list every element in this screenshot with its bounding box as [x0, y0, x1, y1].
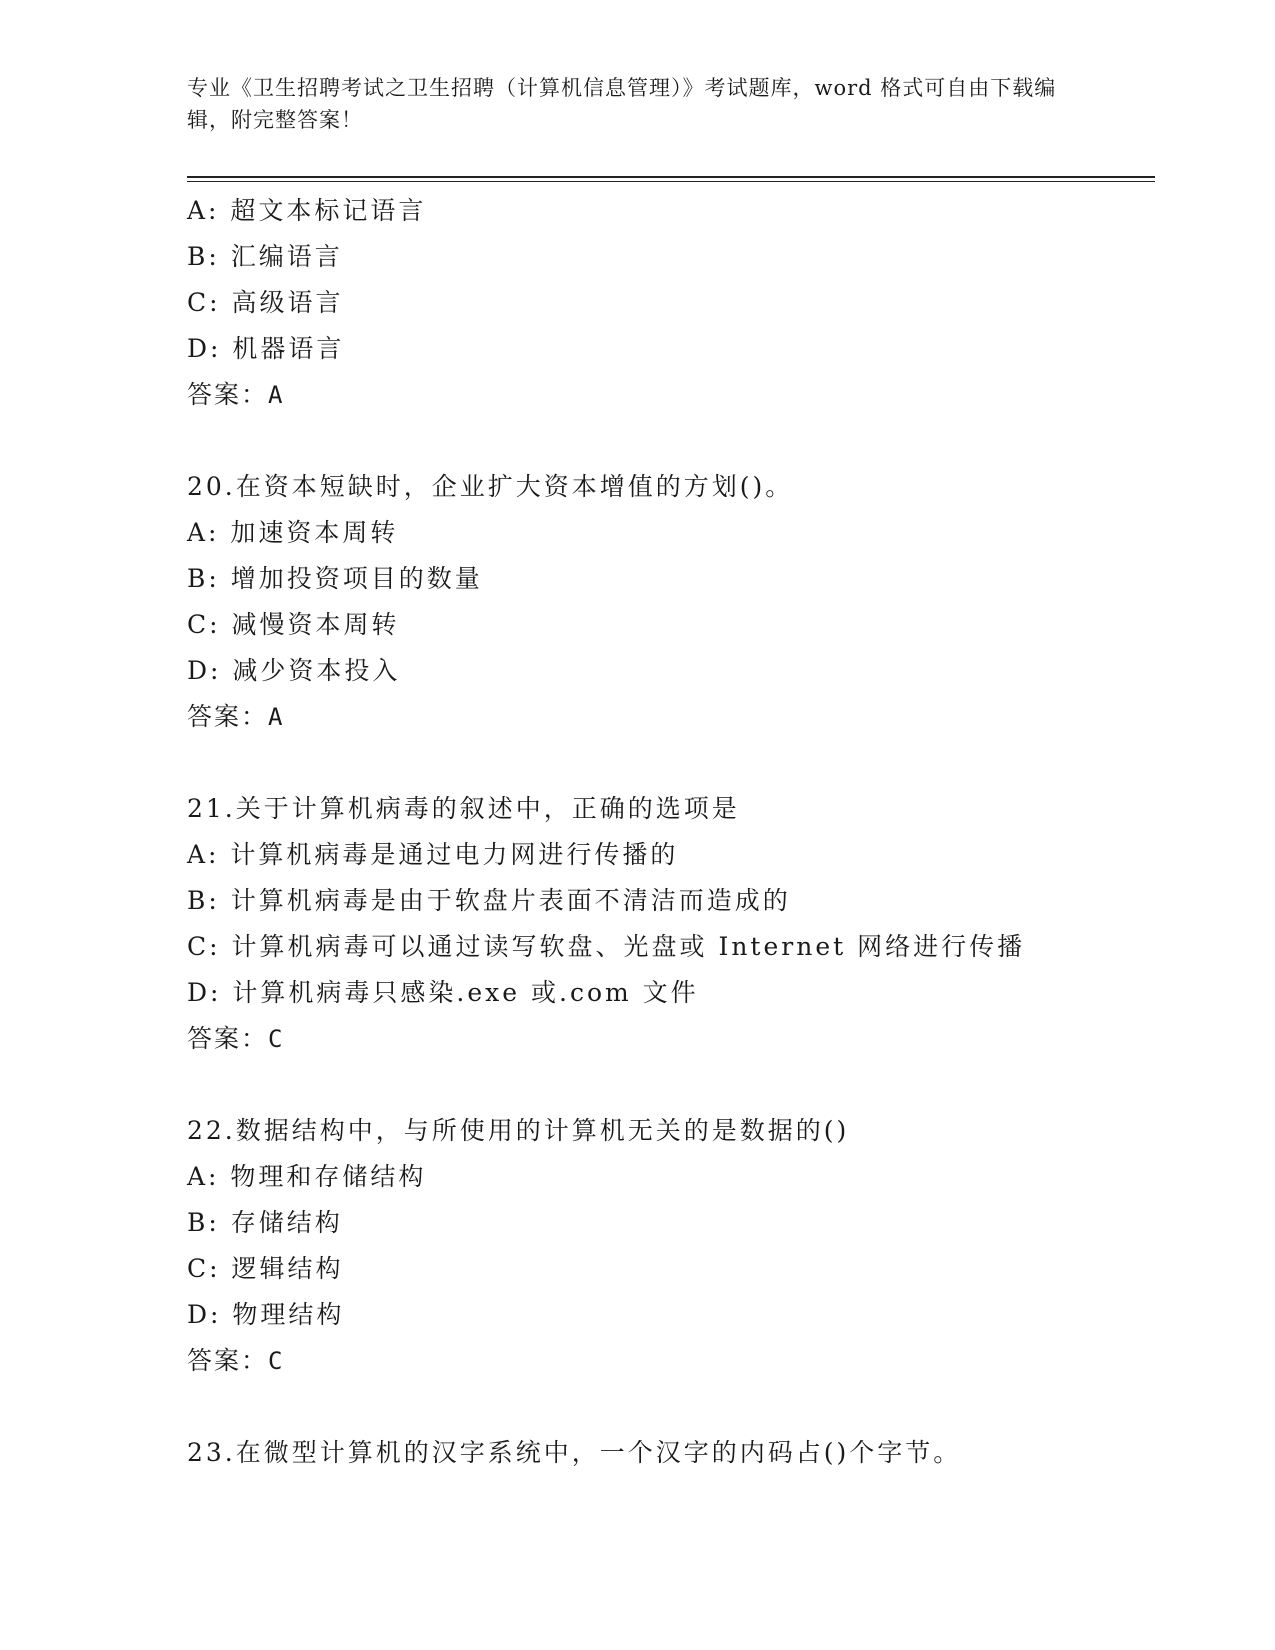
- header-divider-thin: [187, 181, 1155, 182]
- spacer: [187, 418, 1147, 464]
- question-stem: 20.在资本短缺时，企业扩大资本增值的方划()。: [187, 472, 794, 501]
- answer-value: C: [268, 1025, 285, 1053]
- question-stem: 21.关于计算机病毒的叙述中，正确的选项是: [187, 794, 740, 823]
- option-d: D: 减少资本投入: [187, 656, 401, 685]
- option-a: A: 计算机病毒是通过电力网进行传播的: [187, 840, 679, 869]
- option-a: A: 物理和存储结构: [187, 1162, 427, 1191]
- spacer: [187, 1384, 1147, 1430]
- answer-value: C: [268, 1347, 285, 1375]
- answer-label: 答案：: [187, 702, 269, 731]
- document-header: [187, 72, 1067, 136]
- answer-label: 答案：: [187, 380, 269, 409]
- question-stem: 23.在微型计算机的汉字系统中，一个汉字的内码占()个字节。: [187, 1438, 962, 1467]
- spacer: [187, 1062, 1147, 1108]
- option-a: A: 超文本标记语言: [187, 196, 427, 225]
- option-c: C: 减慢资本周转: [187, 610, 400, 639]
- option-b: B: 汇编语言: [187, 242, 343, 271]
- question-22: [187, 1108, 1147, 1384]
- spacer: [187, 740, 1147, 786]
- answer-value: A: [268, 381, 285, 409]
- answer-label: 答案：: [187, 1346, 269, 1375]
- option-c: C: 逻辑结构: [187, 1254, 344, 1283]
- answer-label: 答案：: [187, 1024, 269, 1053]
- question-19: [187, 188, 1147, 418]
- option-d: D: 物理结构: [187, 1300, 345, 1329]
- option-b: B: 计算机病毒是由于软盘片表面不清洁而造成的: [187, 886, 791, 915]
- option-d: D: 机器语言: [187, 334, 345, 363]
- option-d: D: 计算机病毒只感染.exe 或.com 文件: [187, 978, 699, 1007]
- option-b: B: 存储结构: [187, 1208, 343, 1237]
- option-c: C: 高级语言: [187, 288, 344, 317]
- answer-value: A: [268, 703, 285, 731]
- answer-line: [187, 372, 1147, 418]
- answer-line: [187, 1338, 1147, 1384]
- question-list: [187, 188, 1147, 1476]
- answer-line: [187, 1016, 1147, 1062]
- option-b: B: 增加投资项目的数量: [187, 564, 483, 593]
- option-c: C: 计算机病毒可以通过读写软盘、光盘或 Internet 网络进行传播: [187, 932, 1026, 961]
- question-20: [187, 464, 1147, 740]
- question-23: [187, 1430, 1147, 1476]
- question-21: [187, 786, 1147, 1062]
- header-divider-thick: [187, 176, 1155, 178]
- question-stem: 22.数据结构中，与所使用的计算机无关的是数据的(): [187, 1116, 850, 1145]
- answer-line: [187, 694, 1147, 740]
- header-intro-text: 专业《卫生招聘考试之卫生招聘（计算机信息管理）》考试题库，word 格式可自由下载编辑，附完整答案！: [187, 76, 1057, 132]
- option-a: A: 加速资本周转: [187, 518, 399, 547]
